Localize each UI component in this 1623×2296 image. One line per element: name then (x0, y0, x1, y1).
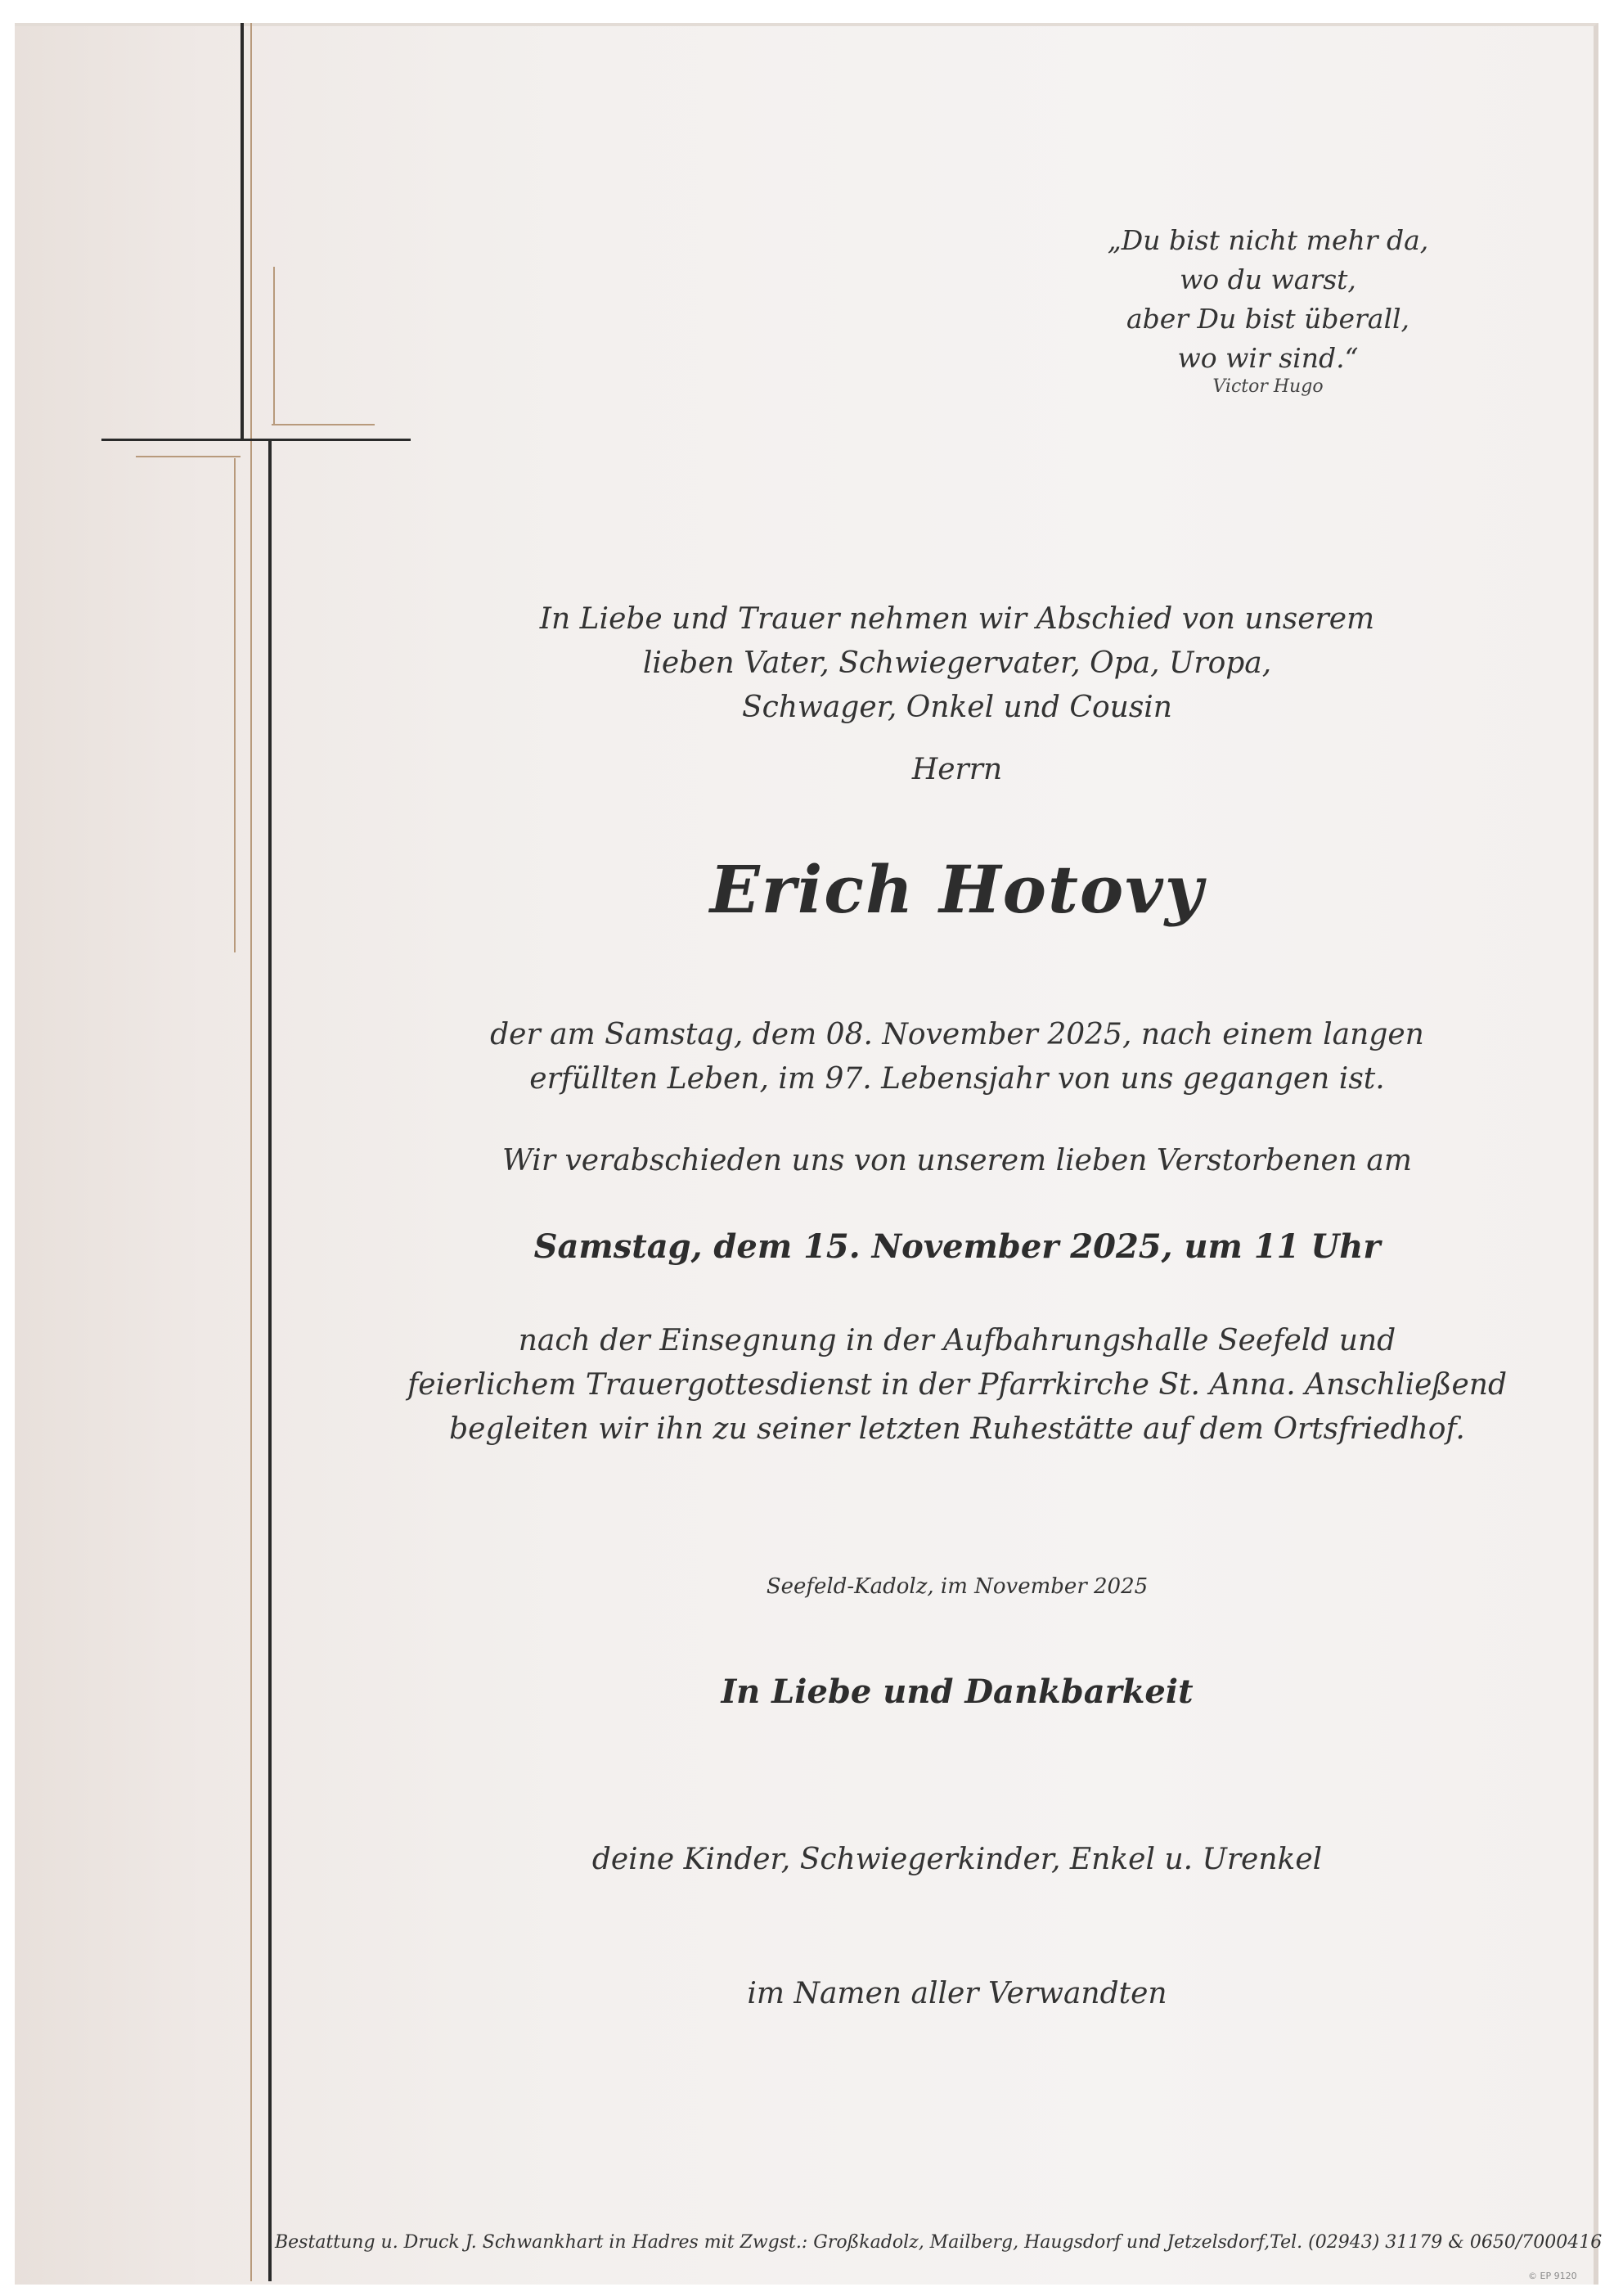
cross-vertical-dark-top (241, 23, 244, 440)
intro-text (384, 597, 1530, 730)
deceased-name: Erich Hotovy (709, 851, 1205, 928)
quote-line: wo du warst, (1180, 263, 1356, 295)
quote-line: wo wir sind.“ (1177, 342, 1359, 374)
funeral-date: Samstag, dem 15. November 2025, um 11 Uhr (533, 1227, 1381, 1266)
farewell-intro: Wir verabschieden uns von unserem lieben Verstorbenen am (501, 1144, 1413, 1177)
quote (1063, 221, 1472, 378)
intro-line: Schwager, Onkel und Cousin (742, 691, 1172, 724)
salutation: Herrn (911, 753, 1003, 786)
cross-vertical-gold (250, 23, 252, 2281)
relatives-signature: im Namen aller Verwandten (747, 1977, 1167, 2010)
cross-vertical-gold-top (273, 267, 275, 424)
ceremony-line: feierlichem Trauergottesdienst in der Pfarrkirche St. Anna. Anschließend (407, 1368, 1508, 1402)
intro-line: lieben Vater, Schwiegervater, Opa, Uropa, (642, 646, 1272, 680)
ceremony-line: nach der Einsegnung in der Aufbahrungshalle Seefeld und (518, 1324, 1396, 1357)
death-text (384, 1013, 1530, 1101)
cross-horizontal-gold-right (272, 424, 375, 425)
intro-line: In Liebe und Trauer nehmen wir Abschied von unserem (539, 602, 1375, 636)
footer-code: © EP 9120 (1528, 2271, 1577, 2281)
quote-author: Victor Hugo (1212, 376, 1324, 397)
cross-vertical-gold-short (234, 458, 236, 952)
footer-text: Bestattung u. Druck J. Schwankhart in Hadres mit Zwgst.: Großkadolz, Mailberg, Haugsdorf und Jetzelsdorf,Tel. (02943) 31179 & 0650/7000416 (275, 2232, 1603, 2253)
cross-horizontal-gold-left (136, 456, 241, 457)
cross-vertical-dark-bottom (268, 440, 272, 2281)
quote-line: „Du bist nicht mehr da, (1107, 224, 1429, 256)
quote-line: aber Du bist überall, (1126, 303, 1410, 335)
place-date: Seefeld-Kadolz, im November 2025 (766, 1574, 1149, 1599)
death-line: erfüllten Leben, im 97. Lebensjahr von uns gegangen ist. (529, 1062, 1385, 1096)
ceremony-text (384, 1319, 1530, 1452)
closing-phrase: In Liebe und Dankbarkeit (721, 1672, 1194, 1711)
death-line: der am Samstag, dem 08. November 2025, nach einem langen (490, 1018, 1424, 1051)
cross-horizontal-dark (101, 439, 411, 441)
family-signature: deine Kinder, Schwiegerkinder, Enkel u. Urenkel (591, 1843, 1323, 1876)
ceremony-line: begleiten wir ihn zu seiner letzten Ruhestätte auf dem Ortsfriedhof. (449, 1412, 1465, 1446)
